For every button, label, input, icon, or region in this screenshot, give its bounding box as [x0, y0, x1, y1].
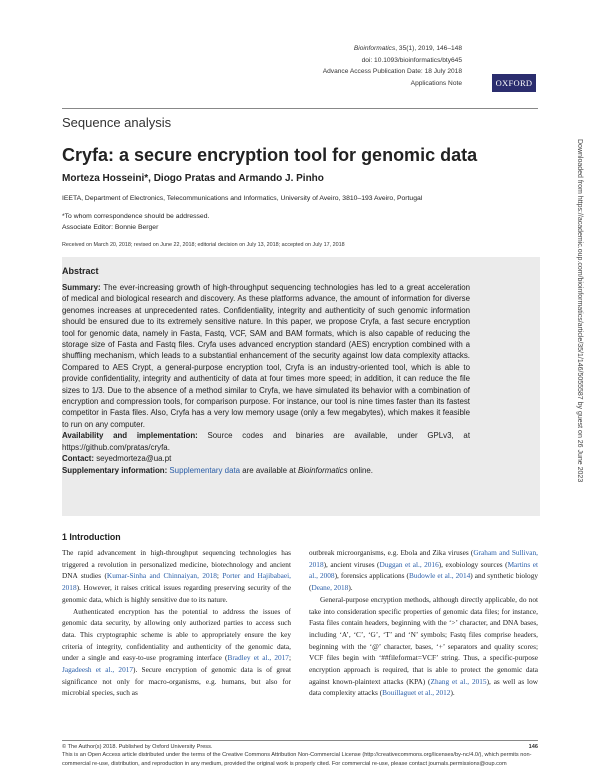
citation-link[interactable]: Porter and Hajibabaei, 2018 — [62, 571, 291, 593]
availability-label: Availability and implementation: — [62, 431, 198, 441]
intro-paragraph — [309, 594, 538, 699]
download-watermark — [570, 139, 586, 724]
intro-paragraph — [62, 606, 291, 700]
supplementary-journal: Bioinformatics — [297, 465, 348, 475]
citation-link[interactable]: Deane, 2018 — [311, 583, 349, 593]
paragraph-text: ). — [450, 688, 455, 698]
intro-paragraph — [309, 547, 538, 594]
availability-text: Source codes and binaries are available, under GPLv3, at https://github.com/pratas/cryfa. — [62, 431, 471, 452]
oxford-logo-text: OXFORD — [495, 78, 533, 88]
citation-link[interactable]: Graham and Sullivan, 2018 — [309, 548, 538, 569]
associate-editor: Associate Editor: Bonnie Berger — [62, 224, 159, 231]
paragraph-text: General-purpose encryption methods, although directly applicable, do not take into consideration specific properties of genomic data files; for instance, Fasta files contain headers, beginning with the ‘>’ character, and DNA bases, including ‘A’, ‘C’, ‘G’, ‘T’ and ‘N’ symbols; Fastq files comprise headers, beginning with the ‘@’ character, bases, ‘+’ separators and quality scores; VCF files begin with ‘##fileformat=VCF’ string. Thus, a specific-purpose encryption approach is required, that is able to protect the genomic data against known-plaintext attacks (KPA) ( — [309, 594, 538, 686]
abstract-contact — [62, 453, 470, 464]
citation-link[interactable]: Bradley et al., 2017 — [227, 653, 289, 663]
author-list: Morteza Hosseini*, Diogo Pratas and Armando J. Pinho — [62, 173, 324, 184]
citation-link[interactable]: Kumar-Sinha and Chinnaiyan, 2018 — [106, 571, 217, 581]
journal-citation — [323, 43, 462, 55]
abstract-availability — [62, 430, 470, 453]
license-text: This is an Open Access article distributed under the terms of the Creative Commons Attribution Non-Commercial License (http://creativecommons.org/licenses/by-nc/4.0/), which permits non-commercial re-use, distribution, and reproduction in any medium, provided the original work is properly cited. For commercial re-use, please contact journals.permissions@oup.com — [62, 752, 532, 767]
article-type: Applications Note — [410, 79, 462, 87]
page-number: 146 — [528, 744, 538, 750]
paragraph-text: ; — [288, 653, 291, 663]
citation-link[interactable]: Zhang et al., 2015 — [430, 676, 487, 686]
paragraph-text: ), exobiology sources ( — [438, 559, 508, 569]
abstract-summary — [62, 282, 470, 430]
paragraph-text: ), forensics applications ( — [334, 571, 409, 581]
download-note: Downloaded from https://academic.oup.com/bioinformatics/article/35/1/146/5055587 by guest on 26 June 2023 — [576, 139, 583, 483]
citation-link[interactable]: Bouillaguet et al., 2012 — [382, 688, 451, 698]
paragraph-text: ) and synthetic biology ( — [309, 571, 538, 593]
paragraph-text: ; — [216, 571, 223, 581]
citation-link[interactable]: Jagadeesh et al., 2017 — [62, 665, 134, 675]
summary-label: Summary: — [62, 283, 101, 292]
affiliation: IEETA, Department of Electronics, Telecommunications and Informatics, University of Aveiro, 3810–193 Aveiro, Portugal — [62, 195, 423, 202]
supplementary-mid: are available at — [242, 465, 296, 475]
citation-link[interactable]: Budowle et al., 2014 — [408, 571, 471, 581]
supplementary-label: Supplementary information: — [62, 465, 168, 475]
corresponding-author-note: *To whom correspondence should be addressed. — [62, 213, 210, 220]
paragraph-text: ), ancient viruses ( — [323, 559, 380, 569]
intro-paragraph — [62, 547, 291, 606]
citation-link[interactable]: Duggan et al., 2016 — [379, 559, 439, 569]
header-divider — [62, 108, 538, 109]
paragraph-text: The rapid advancement in high-throughput sequencing technologies has triggered a revolution in personalized medicine, biotechnology and ancient DNA studies ( — [62, 548, 291, 581]
article-metadata — [323, 43, 462, 89]
page-footer — [62, 743, 538, 768]
footer-divider — [62, 740, 538, 741]
paragraph-text: Authenticated encryption has the potential to address the issues of genomic data security, by allowing only authorized parties to access such data. This cryptographic scheme is able to appropriately ensure the key criteria of integrity, confidentiality and authenticity of the genomic data, under a single and easy-to-use programing interface ( — [62, 606, 291, 663]
copyright: © The Author(s) 2018. Published by Oxford University Press. — [62, 744, 213, 750]
received-dates: Received on March 20, 2018; revised on June 22, 2018; editorial decision on July 13, 2018; accepted on July 17, 2018 — [62, 242, 345, 248]
paragraph-text: ), as well as low data complexity attacks ( — [309, 676, 539, 698]
journal-name: Bioinformatics — [353, 45, 396, 52]
column-right — [309, 547, 538, 699]
abstract-body — [62, 282, 470, 476]
paragraph-text: ). However, it raises critical issues regarding preserving security of the genomic data, which is highly sensitive due to its nature. — [62, 583, 291, 604]
contact-label: Contact: — [62, 454, 94, 464]
abstract-heading: Abstract — [62, 266, 99, 276]
summary-text: The ever-increasing growth of high-throughput sequencing technologies has led to a great acceleration of medical and biological research and discovery. As these platforms advance, the amount of information for diverse genomes increases at unprecedented rates. Confidentiality, integrity and authenticity of such genomic information should be ensured due to its extremely sensitive nature. In this paper, we propose Cryfa, a fast secure encryption tool for genomic data, namely in Fasta, Fastq, VCF, SAM and BAM formats, which is also capable of reducing the storage size of Fasta and Fastq files. Cryfa uses advanced encryption standard (AES) encryption combined with a shuffling mechanism, which leads to a substantial enhancement of the security against low data complexity attacks. Compared to AES Crypt, a general-purpose encryption tool, Cryfa is an industry-oriented tool, which is able to provide confidentiality, integrity and authenticity of data at four times more speed; in addition, it can reduce the file sizes to 1/3. Due to the absence of a method similar to Cryfa, we have simulated its behavior with a combination of encryption and compression tools, for comparison purpose. For instance, our tool is nine times faster than its fastest competitor in Fasta files. Also, Cryfa has a very low memory usage (only a few megabytes), which makes it feasible to run on any computer. — [62, 283, 470, 429]
section-label: Sequence analysis — [62, 115, 172, 130]
column-left — [62, 547, 291, 699]
paragraph-text: ). Secure encryption of genomic data is of great significance not only for macro-organisms, e.g. humans, but also for microbial species, such as — [62, 665, 292, 698]
abstract-supplementary — [62, 465, 470, 476]
doi[interactable]: doi: 10.1093/bioinformatics/bty645 — [361, 56, 462, 64]
introduction-heading: 1 Introduction — [62, 532, 121, 542]
correspondence-notes — [62, 211, 209, 233]
paragraph-text: ). — [348, 583, 353, 593]
citation-details: , 35(1), 2019, 146–148 — [395, 45, 462, 52]
contact-email[interactable]: seyedmorteza@ua.pt — [96, 454, 172, 464]
supplementary-end: online. — [349, 465, 374, 475]
paper-title: Cryfa: a secure encryption tool for genomic data — [62, 145, 478, 165]
advance-access-date: Advance Access Publication Date: 18 July 2018 — [322, 68, 462, 76]
paragraph-text: outbreak microorganisms, e.g. Ebola and Zika viruses ( — [309, 548, 474, 557]
citation-link[interactable]: Martins et al., 2008 — [309, 559, 538, 581]
oxford-logo — [492, 74, 536, 92]
supplementary-data-link[interactable]: Supplementary data — [169, 465, 241, 475]
